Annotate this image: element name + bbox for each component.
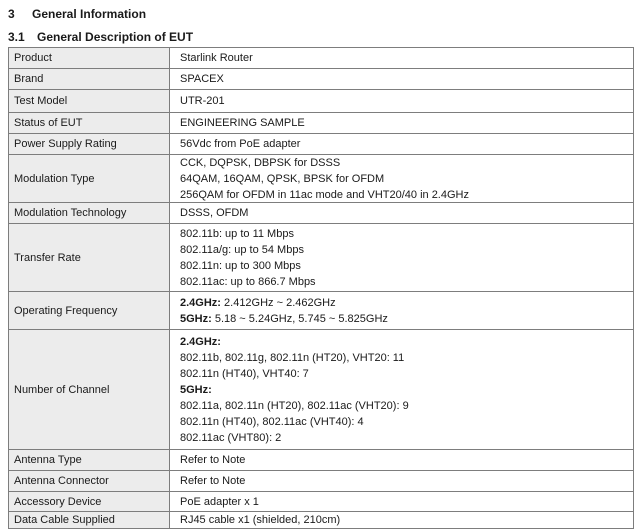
row-value	[170, 512, 633, 528]
row-label: Data Cable Supplied	[9, 512, 170, 528]
table-row	[9, 512, 633, 529]
row-label: Modulation Type	[9, 155, 170, 202]
row-label: Modulation Technology	[9, 203, 170, 223]
table-row	[9, 134, 633, 155]
row-value	[170, 113, 633, 133]
row-label: Antenna Type	[9, 450, 170, 470]
table-row	[9, 471, 633, 492]
row-label: Power Supply Rating	[9, 134, 170, 154]
table-row	[9, 330, 633, 450]
value-line: 802.11n (HT40), 802.11ac (VHT40): 4	[180, 415, 364, 428]
row-value	[170, 471, 633, 491]
row-value	[170, 330, 633, 449]
value-line: PoE adapter x 1	[180, 495, 259, 508]
row-label: Antenna Connector	[9, 471, 170, 491]
value-line: 802.11ac: up to 866.7 Mbps	[180, 275, 316, 288]
row-value	[170, 90, 633, 112]
subsection-title: General Description of EUT	[37, 30, 194, 44]
row-value	[170, 292, 633, 329]
row-value	[170, 492, 633, 511]
value-line: ENGINEERING SAMPLE	[180, 117, 305, 129]
row-value	[170, 450, 633, 470]
section-number: 3	[8, 7, 15, 21]
value-line: 802.11n: up to 300 Mbps	[180, 259, 301, 272]
table-row	[9, 90, 633, 113]
value-line: RJ45 cable x1 (shielded, 210cm)	[180, 514, 341, 526]
value-line: 802.11a, 802.11n (HT20), 802.11ac (VHT20): 9	[180, 399, 409, 412]
table-row	[9, 492, 633, 512]
value-line: 2.4GHz: 2.412GHz ~ 2.462GHz	[180, 296, 336, 309]
value-line: 5GHz: 5.18 ~ 5.24GHz, 5.745 ~ 5.825GHz	[180, 312, 388, 325]
section-heading	[8, 0, 640, 21]
row-label: Status of EUT	[9, 113, 170, 133]
value-line: 802.11ac (VHT80): 2	[180, 431, 282, 444]
table-row	[9, 48, 633, 69]
row-label: Number of Channel	[9, 330, 170, 449]
value-line: Refer to Note	[180, 475, 246, 487]
table-row	[9, 155, 633, 203]
row-label: Accessory Device	[9, 492, 170, 511]
row-label: Transfer Rate	[9, 224, 170, 291]
row-value	[170, 69, 633, 89]
row-label: Brand	[9, 69, 170, 89]
subsection-number: 3.1	[8, 30, 25, 44]
value-line: Refer to Note	[180, 454, 246, 466]
table-row	[9, 292, 633, 330]
row-value	[170, 48, 633, 68]
row-value	[170, 224, 633, 291]
row-value	[170, 134, 633, 154]
table-row	[9, 224, 633, 292]
table-row	[9, 203, 633, 224]
value-line: 5GHz:	[180, 383, 212, 396]
row-value	[170, 155, 633, 202]
value-line: 2.4GHz:	[180, 335, 221, 348]
subsection-heading	[8, 21, 640, 47]
value-line: 802.11n (HT40), VHT40: 7	[180, 367, 309, 380]
value-line: DSSS, OFDM	[180, 207, 249, 219]
row-label: Operating Frequency	[9, 292, 170, 329]
row-label: Test Model	[9, 90, 170, 112]
section-title: General Information	[32, 7, 147, 21]
value-line: 56Vdc from PoE adapter	[180, 138, 301, 150]
value-line: 64QAM, 16QAM, QPSK, BPSK for OFDM	[180, 172, 385, 185]
table-row	[9, 69, 633, 90]
value-line: 802.11a/g: up to 54 Mbps	[180, 243, 304, 256]
value-line: 802.11b: up to 11 Mbps	[180, 227, 294, 240]
value-line: Starlink Router	[180, 52, 253, 64]
eut-spec-table	[8, 47, 634, 529]
value-line: 802.11b, 802.11g, 802.11n (HT20), VHT20: 11	[180, 351, 405, 364]
table-row	[9, 113, 633, 134]
value-line: 256QAM for OFDM in 11ac mode and VHT20/40 in 2.4GHz	[180, 188, 469, 201]
value-line: CCK, DQPSK, DBPSK for DSSS	[180, 156, 341, 169]
row-label: Product	[9, 48, 170, 68]
row-value	[170, 203, 633, 223]
value-line: UTR-201	[180, 95, 225, 107]
table-row	[9, 450, 633, 471]
value-line: SPACEX	[180, 73, 224, 85]
